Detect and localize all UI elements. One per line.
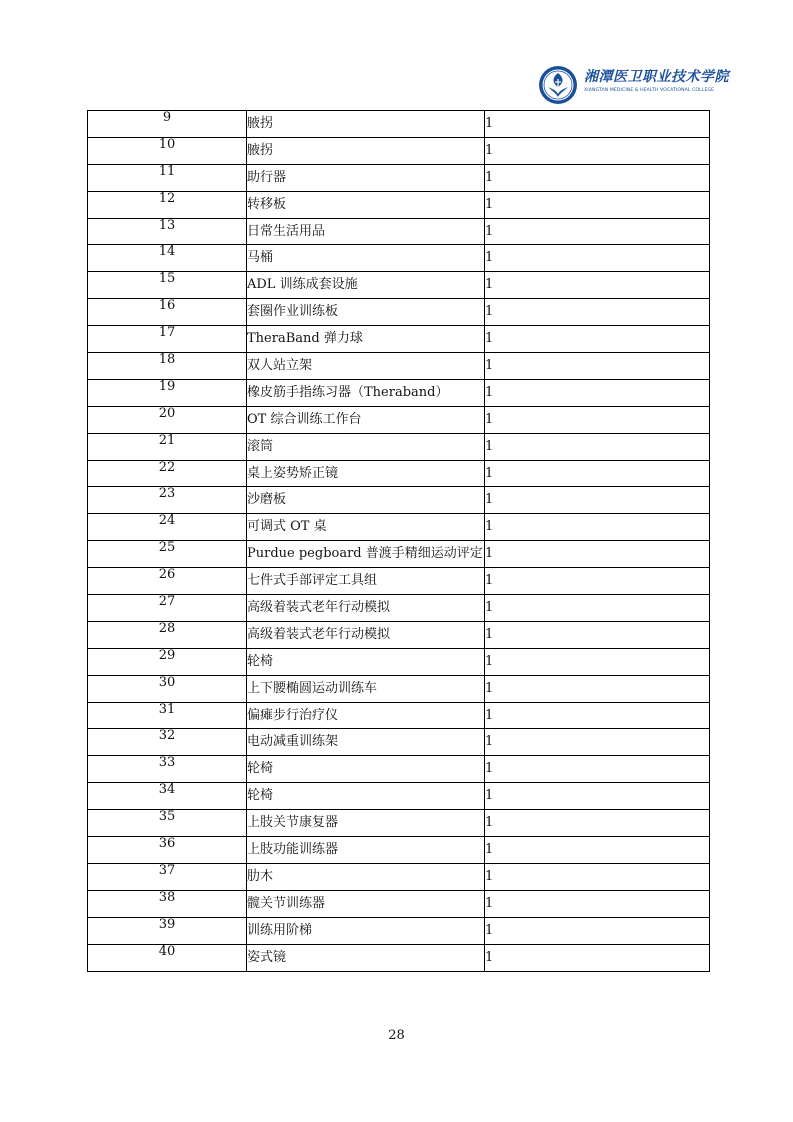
- item-name-cell: 轮椅: [247, 756, 485, 783]
- table-row: [88, 218, 710, 245]
- table-row: [88, 406, 710, 433]
- row-number-cell: 23: [88, 487, 247, 514]
- college-seal-icon: [538, 65, 578, 105]
- table-row: [88, 702, 710, 729]
- quantity-cell: 1: [485, 783, 710, 810]
- item-name-cell: 助行器: [247, 164, 485, 191]
- quantity-cell: 1: [485, 863, 710, 890]
- quantity-cell: 1: [485, 702, 710, 729]
- item-name-cell: 日常生活用品: [247, 218, 485, 245]
- quantity-cell: 1: [485, 406, 710, 433]
- table-row: [88, 487, 710, 514]
- table-row: [88, 541, 710, 568]
- item-name-cell: 套圈作业训练板: [247, 299, 485, 326]
- row-number-cell: 12: [88, 191, 247, 218]
- row-number-cell: 24: [88, 514, 247, 541]
- row-number-cell: 33: [88, 756, 247, 783]
- row-number-cell: 21: [88, 433, 247, 460]
- table-row: [88, 756, 710, 783]
- college-name-cn: 湘潭医卫职业技术学院: [584, 69, 729, 85]
- item-name-cell: 髋关节训练器: [247, 890, 485, 917]
- item-name-cell: 腋拐: [247, 137, 485, 164]
- table-row: [88, 863, 710, 890]
- row-number-cell: 17: [88, 326, 247, 353]
- table-row: [88, 648, 710, 675]
- item-name-cell: 高级着装式老年行动模拟: [247, 595, 485, 622]
- quantity-cell: 1: [485, 272, 710, 299]
- item-name-cell: 高级着装式老年行动模拟: [247, 621, 485, 648]
- quantity-cell: 1: [485, 379, 710, 406]
- table-row: [88, 379, 710, 406]
- row-number-cell: 36: [88, 837, 247, 864]
- quantity-cell: 1: [485, 917, 710, 944]
- item-name-cell: 转移板: [247, 191, 485, 218]
- table-row: [88, 137, 710, 164]
- item-name-cell: 沙磨板: [247, 487, 485, 514]
- table-row: [88, 326, 710, 353]
- item-name-cell: 轮椅: [247, 783, 485, 810]
- row-number-cell: 18: [88, 353, 247, 380]
- quantity-cell: 1: [485, 675, 710, 702]
- table-row: [88, 164, 710, 191]
- item-name-cell: 双人站立架: [247, 353, 485, 380]
- table-row: [88, 514, 710, 541]
- quantity-cell: 1: [485, 729, 710, 756]
- row-number-cell: 40: [88, 944, 247, 971]
- table-row: [88, 890, 710, 917]
- quantity-cell: 1: [485, 487, 710, 514]
- quantity-cell: 1: [485, 299, 710, 326]
- item-name-cell: 训练用阶梯: [247, 917, 485, 944]
- quantity-cell: 1: [485, 460, 710, 487]
- quantity-cell: 1: [485, 621, 710, 648]
- quantity-cell: 1: [485, 595, 710, 622]
- quantity-cell: 1: [485, 568, 710, 595]
- item-name-cell: ADL 训练成套设施: [247, 272, 485, 299]
- quantity-cell: 1: [485, 890, 710, 917]
- equipment-table-body: [88, 111, 710, 972]
- table-row: [88, 353, 710, 380]
- quantity-cell: 1: [485, 541, 710, 568]
- row-number-cell: 39: [88, 917, 247, 944]
- quantity-cell: 1: [485, 944, 710, 971]
- item-name-cell: 马桶: [247, 245, 485, 272]
- row-number-cell: 27: [88, 595, 247, 622]
- row-number-cell: 15: [88, 272, 247, 299]
- quantity-cell: 1: [485, 191, 710, 218]
- college-name-en: XIANGTAN MEDICINE & HEALTH VOCATIONAL COLLEGE: [584, 88, 715, 93]
- row-number-cell: 38: [88, 890, 247, 917]
- row-number-cell: 10: [88, 137, 247, 164]
- page-number: 28: [388, 1028, 405, 1043]
- row-number-cell: 25: [88, 541, 247, 568]
- table-row: [88, 837, 710, 864]
- item-name-cell: Purdue pegboard 普渡手精细运动评定: [247, 541, 485, 568]
- row-number-cell: 26: [88, 568, 247, 595]
- header-logo: [532, 64, 729, 106]
- row-number-cell: 28: [88, 621, 247, 648]
- row-number-cell: 32: [88, 729, 247, 756]
- item-name-cell: 七件式手部评定工具组: [247, 568, 485, 595]
- quantity-cell: 1: [485, 245, 710, 272]
- quantity-cell: 1: [485, 137, 710, 164]
- table-row: [88, 111, 710, 138]
- row-number-cell: 20: [88, 406, 247, 433]
- item-name-cell: 上下腰椭圆运动训练车: [247, 675, 485, 702]
- quantity-cell: 1: [485, 810, 710, 837]
- row-number-cell: 37: [88, 863, 247, 890]
- item-name-cell: 电动减重训练架: [247, 729, 485, 756]
- college-brand: [584, 66, 729, 104]
- row-number-cell: 11: [88, 164, 247, 191]
- table-row: [88, 675, 710, 702]
- table-row: [88, 944, 710, 971]
- item-name-cell: 姿式镜: [247, 944, 485, 971]
- row-number-cell: 22: [88, 460, 247, 487]
- quantity-cell: 1: [485, 837, 710, 864]
- equipment-table: [87, 110, 710, 972]
- quantity-cell: 1: [485, 433, 710, 460]
- table-row: [88, 460, 710, 487]
- table-row: [88, 568, 710, 595]
- table-row: [88, 783, 710, 810]
- item-name-cell: TheraBand 弹力球: [247, 326, 485, 353]
- item-name-cell: OT 综合训练工作台: [247, 406, 485, 433]
- quantity-cell: 1: [485, 353, 710, 380]
- table-row: [88, 917, 710, 944]
- table-row: [88, 272, 710, 299]
- item-name-cell: 偏瘫步行治疗仪: [247, 702, 485, 729]
- table-row: [88, 621, 710, 648]
- table-row: [88, 191, 710, 218]
- row-number-cell: 29: [88, 648, 247, 675]
- item-name-cell: 腋拐: [247, 111, 485, 138]
- item-name-cell: 上肢功能训练器: [247, 837, 485, 864]
- quantity-cell: 1: [485, 218, 710, 245]
- row-number-cell: 9: [88, 111, 247, 138]
- quantity-cell: 1: [485, 514, 710, 541]
- quantity-cell: 1: [485, 326, 710, 353]
- quantity-cell: 1: [485, 111, 710, 138]
- table-row: [88, 729, 710, 756]
- row-number-cell: 13: [88, 218, 247, 245]
- quantity-cell: 1: [485, 648, 710, 675]
- item-name-cell: 上肢关节康复器: [247, 810, 485, 837]
- row-number-cell: 31: [88, 702, 247, 729]
- item-name-cell: 桌上姿势矫正镜: [247, 460, 485, 487]
- item-name-cell: 可调式 OT 桌: [247, 514, 485, 541]
- row-number-cell: 35: [88, 810, 247, 837]
- table-row: [88, 299, 710, 326]
- row-number-cell: 19: [88, 379, 247, 406]
- row-number-cell: 14: [88, 245, 247, 272]
- quantity-cell: 1: [485, 756, 710, 783]
- item-name-cell: 轮椅: [247, 648, 485, 675]
- row-number-cell: 34: [88, 783, 247, 810]
- table-row: [88, 595, 710, 622]
- table-row: [88, 433, 710, 460]
- row-number-cell: 16: [88, 299, 247, 326]
- item-name-cell: 橡皮筋手指练习器（Theraband）: [247, 379, 485, 406]
- row-number-cell: 30: [88, 675, 247, 702]
- table-row: [88, 245, 710, 272]
- item-name-cell: 滚筒: [247, 433, 485, 460]
- quantity-cell: 1: [485, 164, 710, 191]
- table-row: [88, 810, 710, 837]
- item-name-cell: 肋木: [247, 863, 485, 890]
